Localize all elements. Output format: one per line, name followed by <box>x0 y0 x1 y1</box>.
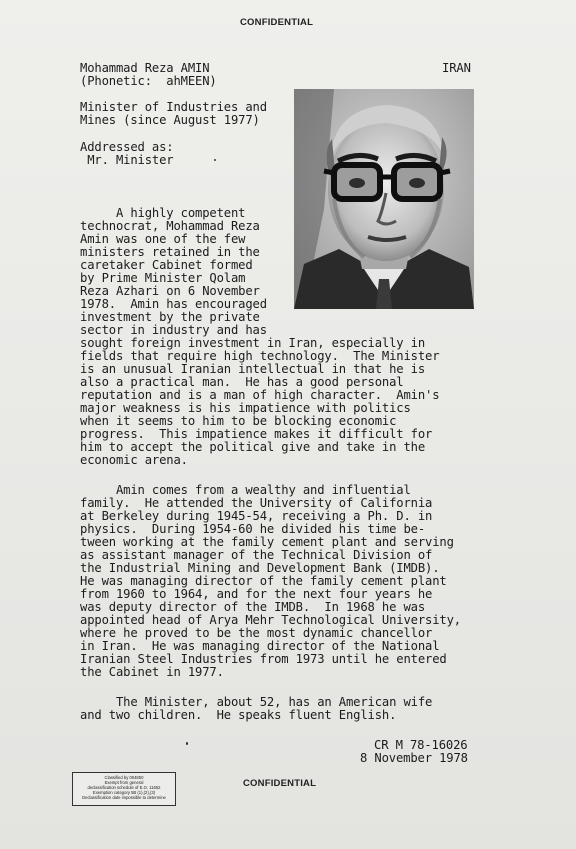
text-line: Iranian Steel Industries from 1973 until he entered <box>80 652 447 666</box>
stamp-line: Exempt from general <box>104 780 144 785</box>
document-date: 8 November 1978 <box>360 751 468 765</box>
text-line: progress. This impatience makes it difficult for <box>80 427 433 441</box>
text-line: fields that require high technology. The Minister <box>80 349 440 363</box>
text-line: also a practical man. He has a good personal <box>80 375 404 389</box>
stamp-line: Classified by 004850 <box>104 775 144 780</box>
portrait-photo <box>294 89 474 309</box>
subject-title-line-1: Minister of Industries and <box>80 100 267 114</box>
text-line: economic arena. <box>80 453 188 467</box>
text-line: where he proved to be the most dynamic chancellor <box>80 626 433 640</box>
text-line: technocrat, Mohammad Reza <box>80 219 260 233</box>
speck-mark <box>186 742 188 745</box>
stamp-line: Exemption category 5B (1),(2),(3) <box>92 790 156 795</box>
text-line: major weakness is his impatience with politics <box>80 401 411 415</box>
portrait-image-icon <box>294 89 474 309</box>
text-line: Amin was one of the few <box>80 232 246 246</box>
text-line: He was managing director of the family cement plant <box>80 574 447 588</box>
text-line: was deputy director of the IMDB. In 1968 he was <box>80 600 425 614</box>
declassification-stamp <box>72 772 176 806</box>
text-line: the Industrial Mining and Development Bank (IMDB). <box>80 561 440 575</box>
subject-title-line-2: Mines (since August 1977) <box>80 113 260 127</box>
text-line: investment by the private <box>80 310 260 324</box>
text-line: when it seems to him to be blocking economic <box>80 414 397 428</box>
text-line: is an unusual Iranian intellectual in that he is <box>80 362 425 376</box>
address-value: Mr. Minister <box>80 153 174 167</box>
document-reference: CR M 78-16026 <box>374 738 468 752</box>
text-line: him to accept the political give and take in the <box>80 440 425 454</box>
text-line: and two children. He speaks fluent English. <box>80 708 397 722</box>
text-line: Reza Azhari on 6 November <box>80 284 260 298</box>
text-line: sought foreign investment in Iran, especially in <box>80 336 425 350</box>
text-line: appointed head of Arya Mehr Technological University, <box>80 613 461 627</box>
text-line: caretaker Cabinet formed <box>80 258 253 272</box>
text-line: Amin comes from a wealthy and influential <box>80 483 411 497</box>
text-line: tween working at the family cement plant and serving <box>80 535 454 549</box>
text-line: in Iran. He was managing director of the National <box>80 639 440 653</box>
stamp-line: declassification schedule of E.O. 11652 <box>87 785 161 790</box>
address-label: Addressed as: <box>80 140 174 154</box>
text-line: the Cabinet in 1977. <box>80 665 224 679</box>
text-line: at Berkeley during 1945-54, receiving a Ph. D. in <box>80 509 433 523</box>
text-line: 1978. Amin has encouraged <box>80 297 267 311</box>
stamp-line: Declassification date impossible to determine <box>82 795 166 800</box>
text-line: as assistant manager of the Technical Division of <box>80 548 433 562</box>
text-line: A highly competent <box>80 206 246 220</box>
text-line: The Minister, about 52, has an American wife <box>80 695 433 709</box>
text-line: reputation and is a man of high character. Amin's <box>80 388 440 402</box>
classification-header: CONFIDENTIAL <box>240 17 314 28</box>
text-line: from 1960 to 1964, and for the next four years he <box>80 587 433 601</box>
text-line: physics. During 1954-60 he divided his time be- <box>80 522 425 536</box>
text-line: family. He attended the University of California <box>80 496 433 510</box>
subject-name: Mohammad Reza AMIN <box>80 61 210 75</box>
text-line: ministers retained in the <box>80 245 260 259</box>
text-line: sector in industry and has <box>80 323 267 337</box>
subject-phonetic: (Phonetic: ahMEEN) <box>80 74 217 88</box>
classification-footer: CONFIDENTIAL <box>243 778 317 789</box>
subject-country: IRAN <box>442 61 471 75</box>
speck-mark <box>214 159 216 161</box>
text-line: by Prime Minister Qolam <box>80 271 246 285</box>
